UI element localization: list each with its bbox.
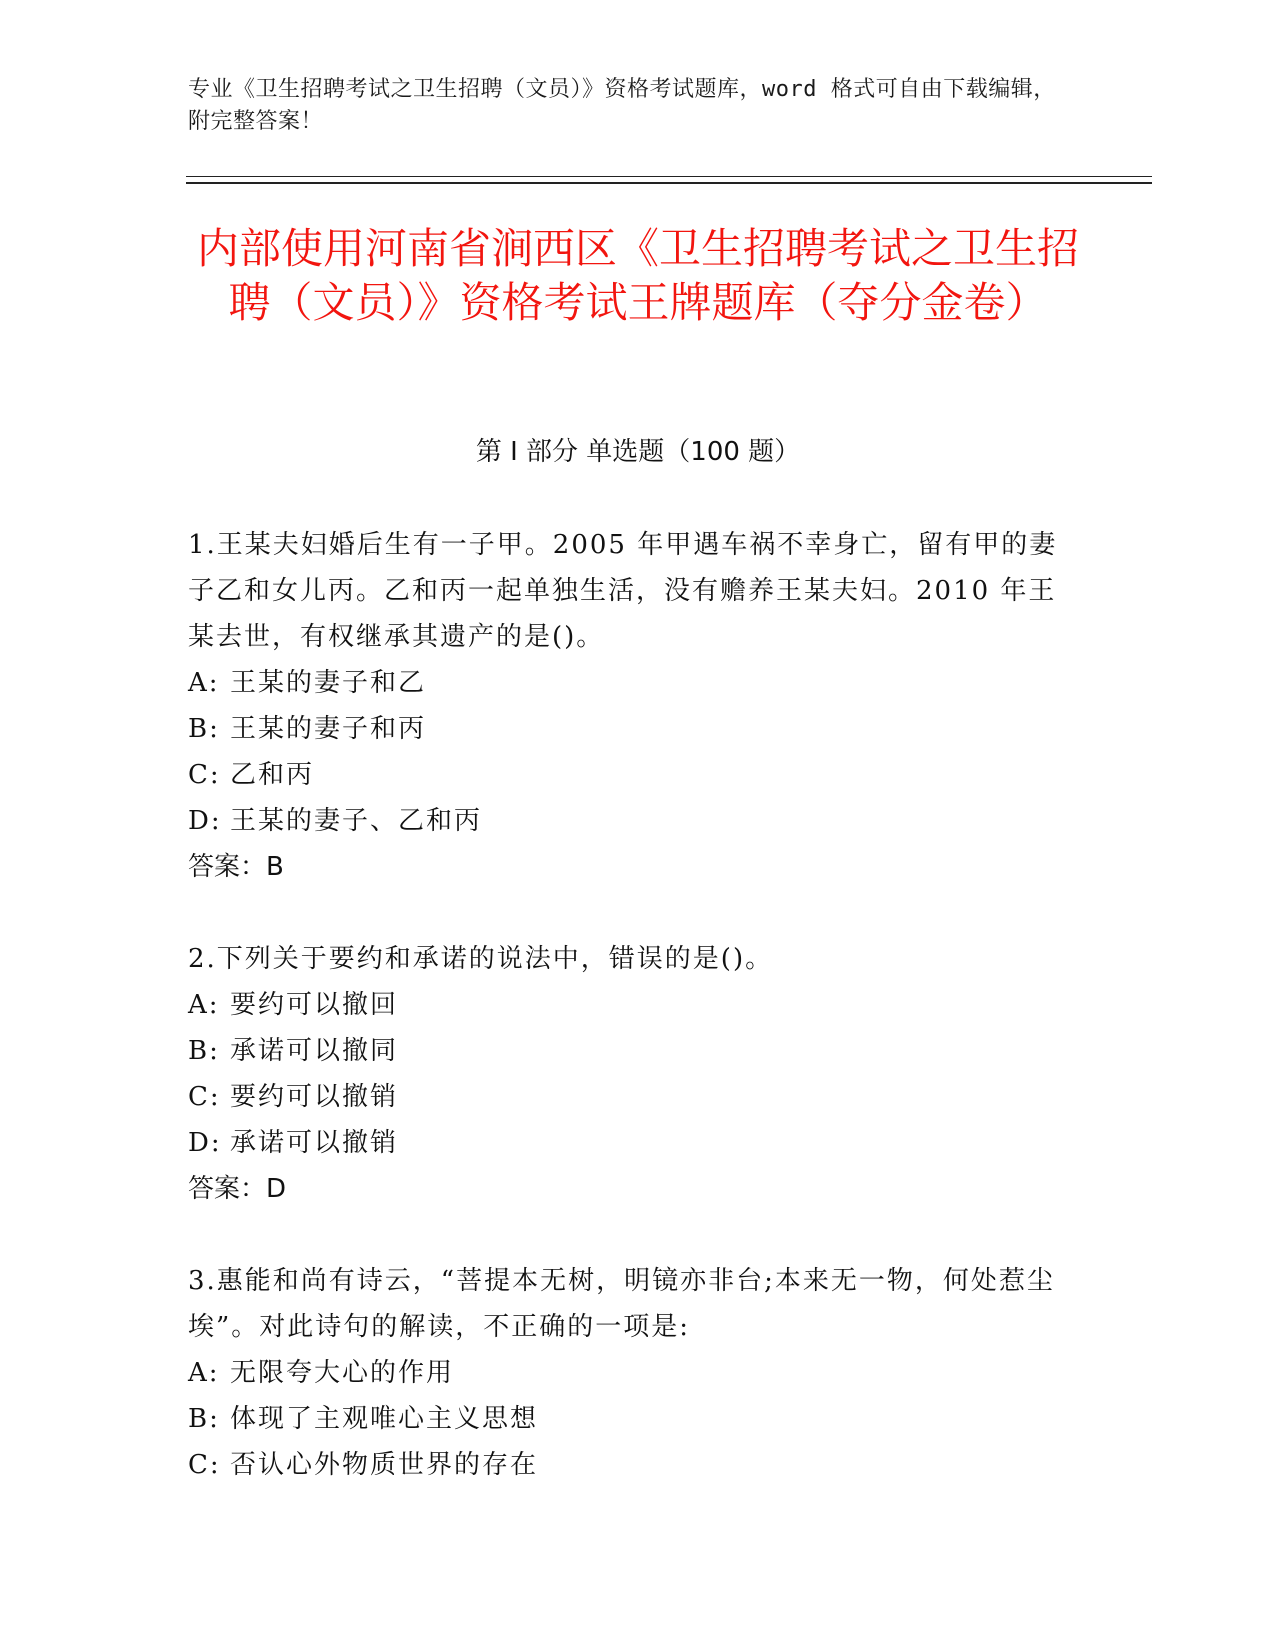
option-b [188,1396,1068,1442]
option-key: C: [188,1450,221,1480]
option-text: 无限夸大心的作用 [230,1358,455,1388]
question-list [188,522,1068,1534]
option-key: D: [188,806,222,836]
option-text: 王某的妻子和丙 [230,714,427,744]
option-a [188,1350,1068,1396]
option-key: A: [188,668,220,698]
option-key: D: [188,1128,222,1158]
option-c [188,752,1068,798]
option-key: C: [188,1082,221,1112]
option-a [188,660,1068,706]
header-divider-bottom [186,182,1152,184]
question-stem: 2.下列关于要约和承诺的说法中，错误的是()。 [188,944,774,974]
answer: 答案：B [188,852,284,882]
option-key: B: [188,1036,220,1066]
option-key: A: [188,990,220,1020]
option-key: B: [188,1404,220,1434]
section-title: 第 I 部分 单选题（100 题） [475,437,801,467]
option-text: 要约可以撤销 [230,1082,399,1112]
option-b [188,706,1068,752]
option-text: 承诺可以撤同 [230,1036,399,1066]
option-text: 否认心外物质世界的存在 [230,1450,539,1480]
option-c [188,1074,1068,1120]
question-3 [188,1258,1068,1488]
header-divider-top [186,176,1152,177]
option-a [188,982,1068,1028]
option-key: A: [188,1358,220,1388]
option-b [188,1028,1068,1074]
option-key: C: [188,760,221,790]
option-text: 体现了主观唯心主义思想 [230,1404,539,1434]
question-stem: 3.惠能和尚有诗云，“菩提本无树，明镜亦非台;本来无一物，何处惹尘埃”。对此诗句的解读，不正确的一项是: [188,1266,1055,1342]
answer: 答案：D [188,1174,287,1204]
document-title: 内部使用河南省涧西区《卫生招聘考试之卫生招聘（文员）》资格考试王牌题库（夺分金卷） [196,224,1079,327]
option-d [188,798,1068,844]
option-text: 乙和丙 [230,760,315,790]
question-1 [188,522,1068,890]
option-d [188,1120,1068,1166]
question-2 [188,936,1068,1212]
header-note: 专业《卫生招聘考试之卫生招聘（文员）》资格考试题库，word 格式可自由下载编辑，附完整答案！ [188,77,1056,134]
option-text: 王某的妻子、乙和丙 [230,806,483,836]
option-text: 王某的妻子和乙 [230,668,427,698]
option-text: 承诺可以撤销 [230,1128,399,1158]
question-stem: 1.王某夫妇婚后生有一子甲。2005 年甲遇车祸不幸身亡，留有甲的妻子乙和女儿丙。乙和丙一起单独生活，没有赡养王某夫妇。2010 年王某去世，有权继承其遗产的是()。 [188,530,1058,652]
option-c [188,1442,1068,1488]
option-key: B: [188,714,220,744]
option-text: 要约可以撤回 [230,990,399,1020]
